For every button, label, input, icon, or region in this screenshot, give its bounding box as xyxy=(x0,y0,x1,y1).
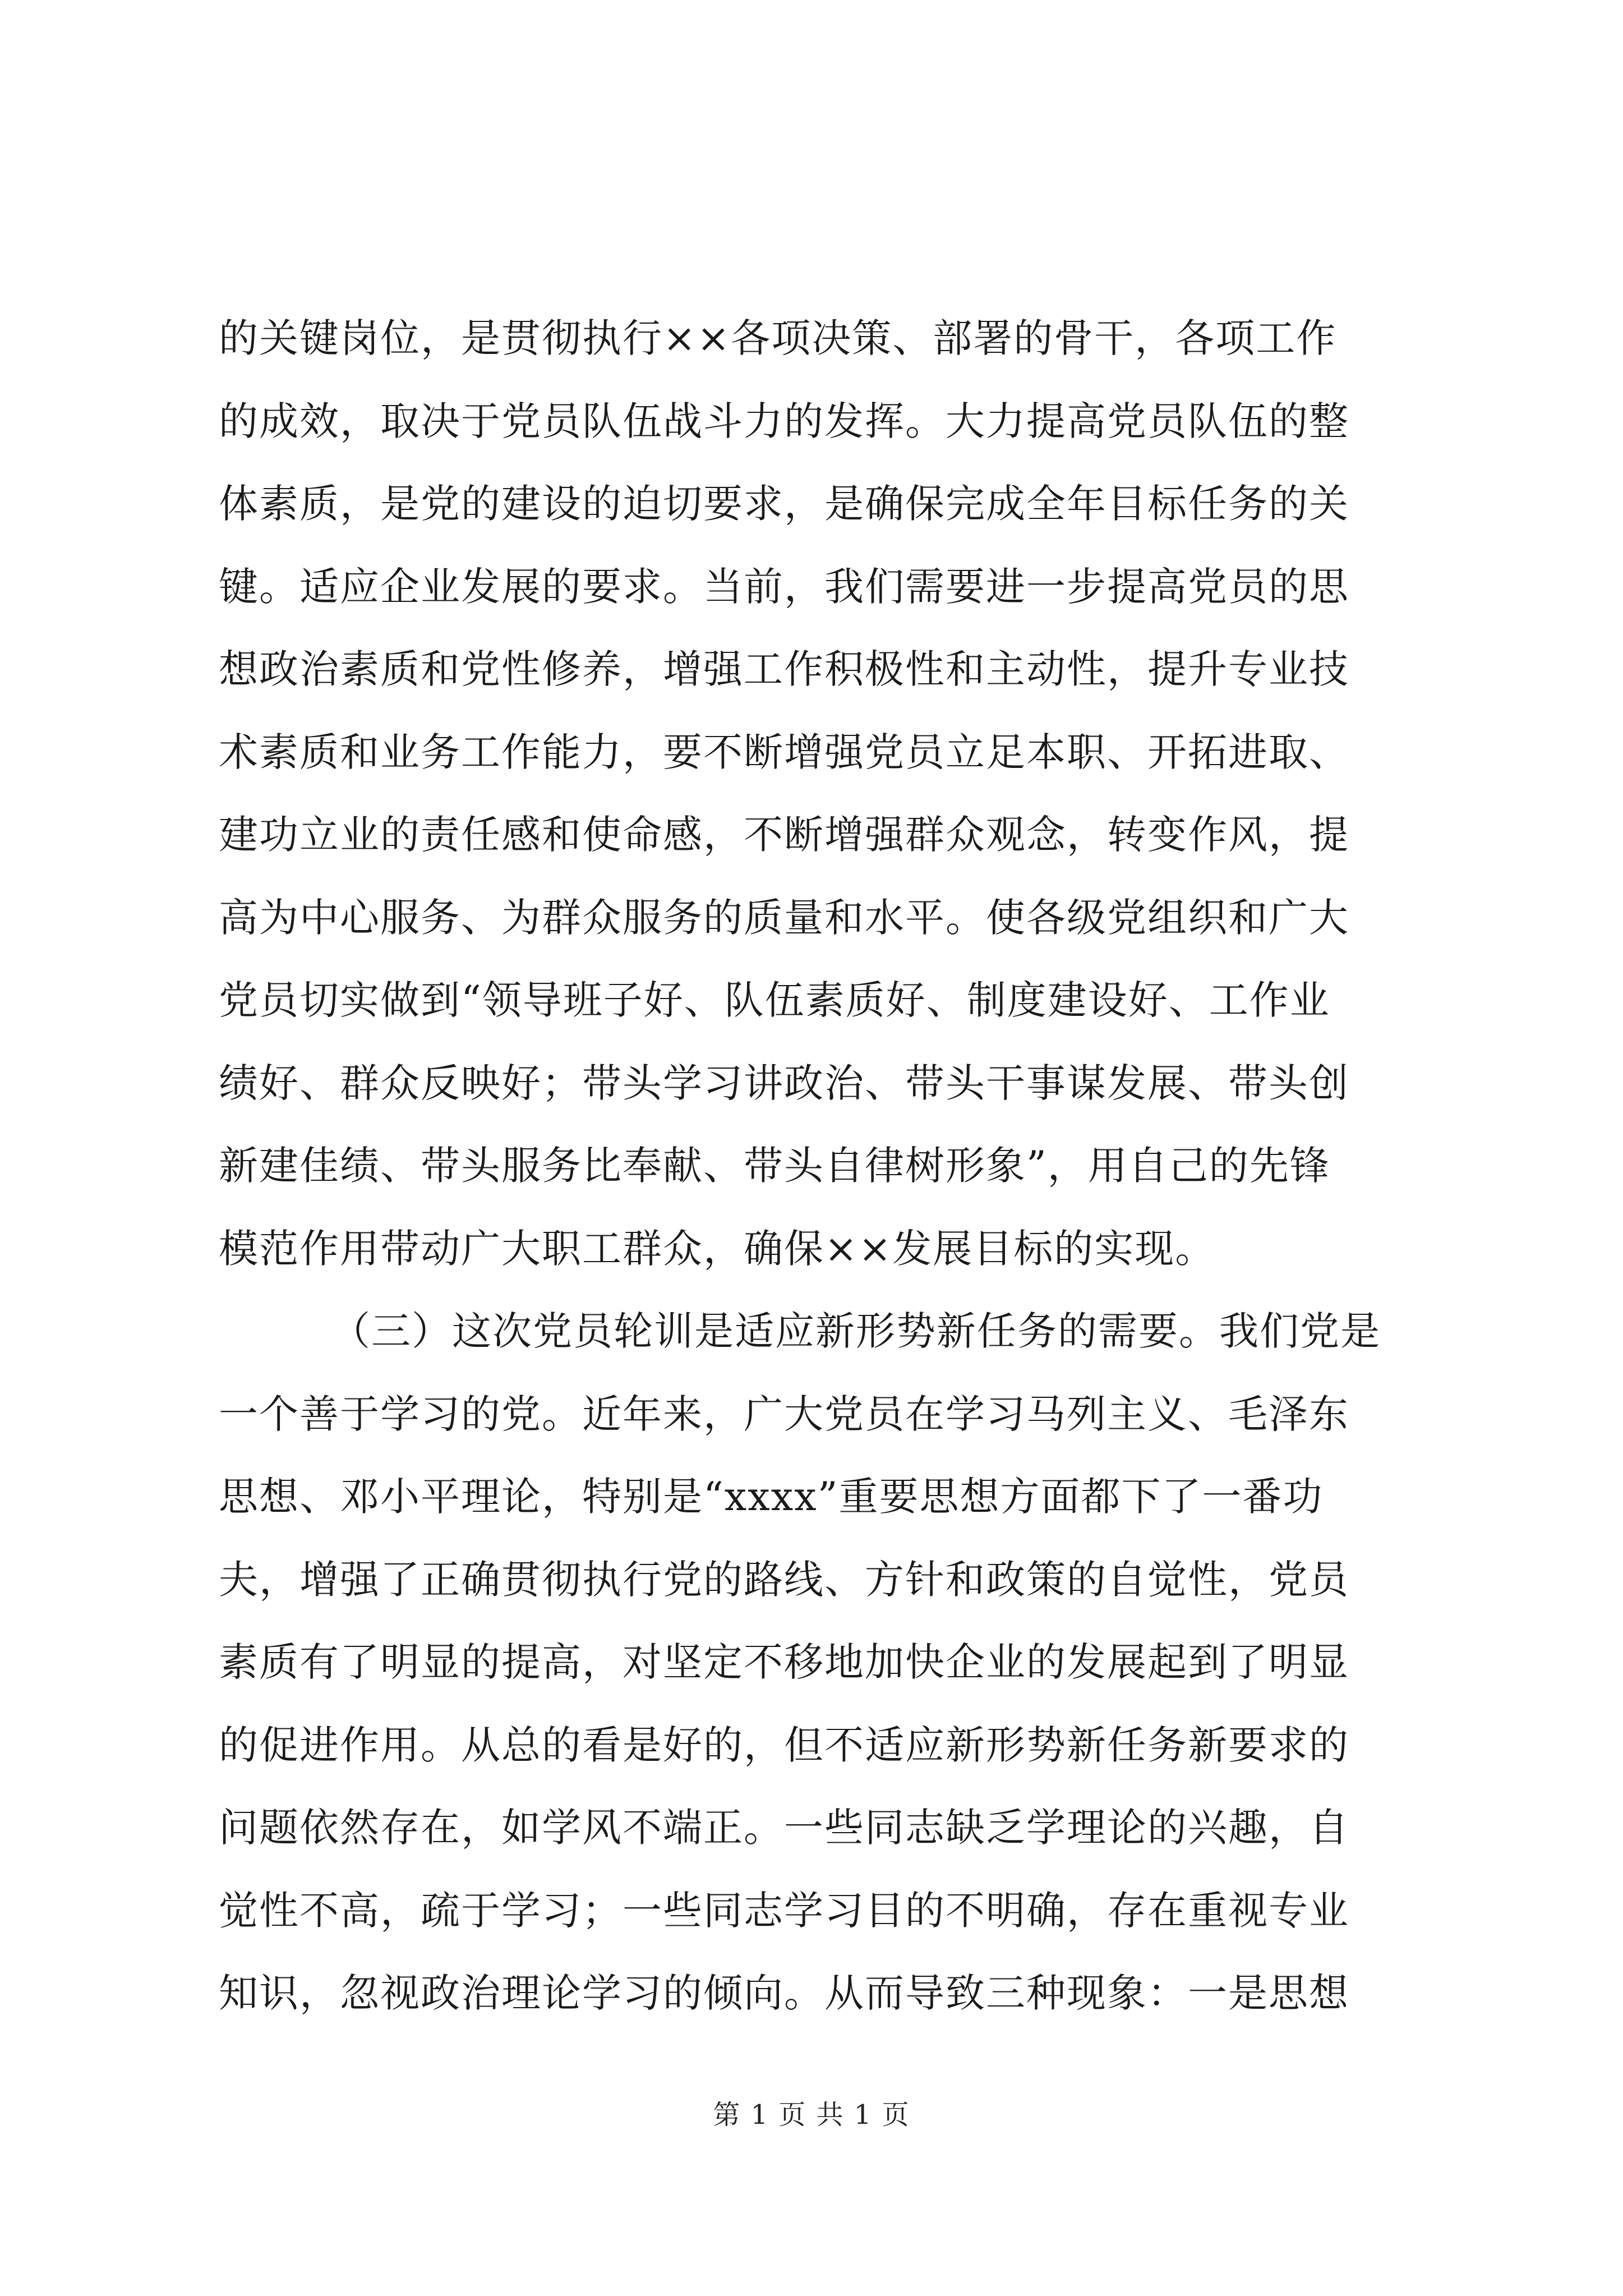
text-line: 的成效，取决于党员队伍战斗力的发挥。大力提高党员队伍的整 xyxy=(219,398,1349,444)
text-line: 模范作用带动广大职工群众，确保××发展目标的实现。 xyxy=(219,1225,1216,1272)
text-line: 知识，忽视政治理论学习的倾向。从而导致三种现象：一是思想 xyxy=(219,1970,1349,2016)
page-number-footer: 第 1 页 共 1 页 xyxy=(713,2099,910,2131)
text-line: 键。适应企业发展的要求。当前，我们需要进一步提高党员的思 xyxy=(219,563,1349,610)
text-line: 的促进作用。从总的看是好的，但不适应新形势新任务新要求的 xyxy=(219,1722,1349,1768)
text-line: 夫，增强了正确贯彻执行党的路线、方针和政策的自觉性，党员 xyxy=(219,1556,1349,1603)
text-line: 觉性不高，疏于学习；一些同志学习目的不明确，存在重视专业 xyxy=(219,1887,1349,1934)
document-body xyxy=(219,297,1424,2035)
text-line: 问题依然存在，如学风不端正。一些同志缺乏学理论的兴趣，自 xyxy=(219,1805,1349,1851)
paragraph-start-line: （三）这次党员轮训是适应新形势新任务的需要。我们党是 xyxy=(331,1308,1381,1354)
text-line: 建功立业的责任感和使命感，不断增强群众观念，转变作风，提 xyxy=(219,812,1349,858)
text-line: 高为中心服务、为群众服务的质量和水平。使各级党组织和广大 xyxy=(219,894,1349,941)
text-line: 党员切实做到“领导班子好、队伍素质好、制度建设好、工作业 xyxy=(219,977,1330,1023)
text-line: 的关键岗位，是贯彻执行××各项决策、部署的骨干，各项工作 xyxy=(219,315,1337,361)
text-line: 体素质，是党的建设的迫切要求，是确保完成全年目标任务的关 xyxy=(219,481,1349,527)
text-line: 素质有了明显的提高，对坚定不移地加快企业的发展起到了明显 xyxy=(219,1639,1349,1685)
text-line: 一个善于学习的党。近年来，广大党员在学习马列主义、毛泽东 xyxy=(219,1391,1349,1437)
text-line: 新建佳绩、带头服务比奉献、带头自律树形象”，用自己的先锋 xyxy=(219,1143,1330,1189)
text-line: 思想、邓小平理论，特别是“xxxx”重要思想方面都下了一番功 xyxy=(219,1474,1324,1520)
text-line: 绩好、群众反映好；带头学习讲政治、带头干事谋发展、带头创 xyxy=(219,1060,1349,1106)
text-line: 想政治素质和党性修养，增强工作积极性和主动性，提升专业技 xyxy=(219,646,1349,692)
text-line: 术素质和业务工作能力，要不断增强党员立足本职、开拓进取、 xyxy=(219,729,1349,775)
